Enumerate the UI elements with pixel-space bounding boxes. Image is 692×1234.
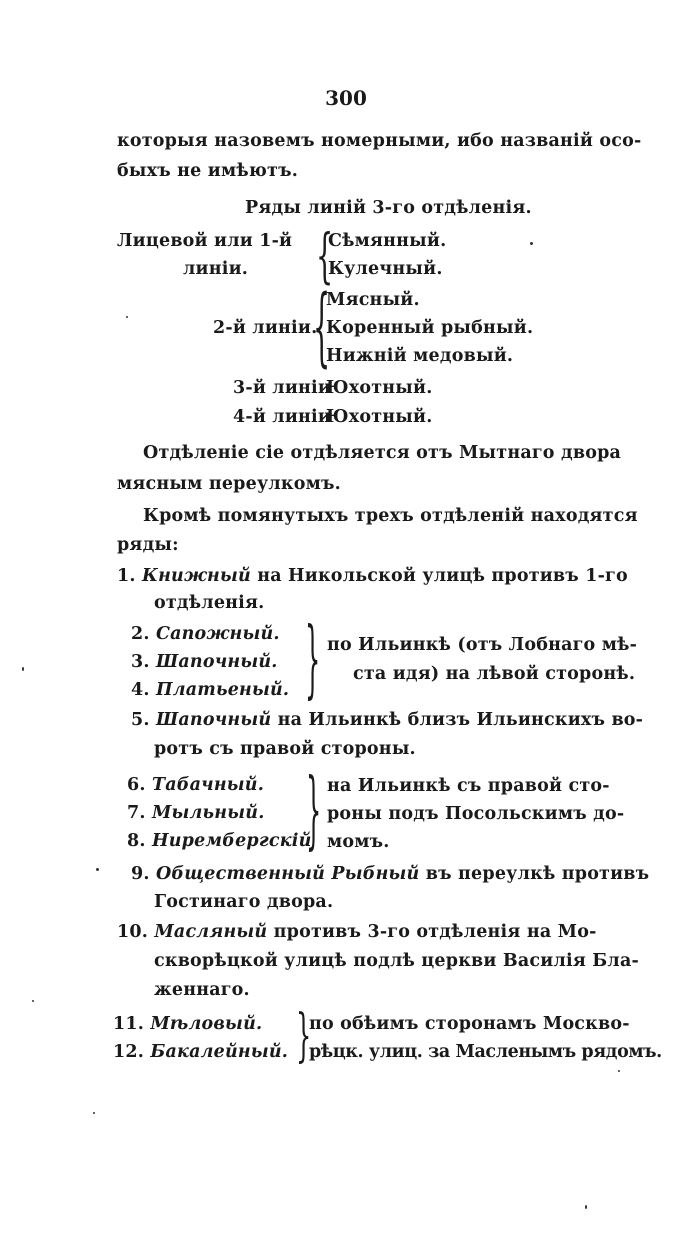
item-continuation: женнаго.: [154, 980, 250, 1000]
second-row: Коренный рыбный.: [326, 318, 534, 338]
item-continuation: ротъ съ правой стороны.: [154, 739, 416, 759]
brace-front: {: [316, 223, 334, 292]
group-3-desc-line-1: по обѣимъ сторонамъ Москво-: [309, 1014, 630, 1034]
third-line-label: 3-й линіи: [233, 378, 332, 398]
list-item: [131, 864, 649, 884]
list-item: [113, 1014, 262, 1034]
item-name: Масляный: [154, 922, 268, 942]
second-row: Нижній медовый.: [326, 346, 514, 366]
list-item: [117, 566, 628, 586]
group-2-desc-line-1: на Ильинкѣ съ правой сто-: [327, 776, 610, 796]
group-2-desc-line-2: роны подъ Посольскимъ до-: [327, 804, 625, 824]
item-name: Мыльный.: [151, 803, 265, 823]
item-name: Мѣловый.: [150, 1014, 263, 1034]
list-item: [127, 831, 312, 851]
item-number: 6.: [127, 775, 146, 795]
item-number: 11.: [113, 1014, 145, 1034]
separation-line-1: Отдѣленіе сіе отдѣляется отъ Мытнаго двора: [143, 443, 622, 463]
page-number: 300: [325, 86, 367, 110]
item-name: Платьеный.: [155, 680, 290, 700]
scan-speck: [126, 316, 128, 318]
scan-speck: [22, 667, 24, 671]
item-name: Нирембергскій: [151, 831, 312, 851]
intro-line-1: которыя назовемъ номерными, ибо названій осо-: [117, 131, 642, 151]
besides-line-1: Кромѣ помянутыхъ трехъ отдѣленій находятся: [143, 506, 638, 526]
item-number: 7.: [127, 803, 146, 823]
brace-group-1: }: [305, 611, 321, 710]
brace-group-2: }: [306, 762, 322, 861]
front-line-label-b: линіи.: [183, 259, 249, 279]
fourth-row: Юхотный.: [326, 407, 433, 427]
group-2-desc-line-3: момъ.: [327, 832, 390, 852]
item-name: Сапожный.: [155, 624, 280, 644]
item-name: Рыбный: [331, 864, 420, 884]
separation-line-2: мясным переулкомъ.: [117, 474, 341, 494]
item-number: 8.: [127, 831, 146, 851]
item-text: на Никольской улицѣ противъ 1-го: [250, 566, 628, 586]
item-number: 9.: [131, 864, 150, 884]
brace-group-3: }: [296, 1003, 312, 1070]
section-heading: Ряды линій 3-го отдѣленія.: [245, 198, 532, 218]
group-3-desc-line-2: рѣцк. улиц. за Масленымъ рядомъ.: [309, 1042, 662, 1062]
scan-speck: [585, 1205, 587, 1209]
item-number: 1.: [117, 566, 136, 586]
group-1-desc-line-2: ста идя) на лѣвой сторонѣ.: [353, 664, 636, 684]
second-row: Мясный.: [326, 290, 420, 310]
intro-line-2: быхъ не имѣютъ.: [117, 161, 298, 181]
list-item: [131, 652, 278, 672]
list-item: [131, 624, 280, 644]
brace-second: {: [313, 278, 331, 379]
item-name: Шапочный: [155, 710, 272, 730]
item-number: 12.: [113, 1042, 145, 1062]
front-line-label-a: Лицевой или 1-й: [117, 231, 293, 251]
item-continuation: скворѣцкой улицѣ подлѣ церкви Василія Бла-: [154, 951, 639, 971]
scan-speck: [93, 1112, 95, 1114]
scan-speck: [96, 868, 99, 871]
scan-speck: [530, 242, 533, 245]
front-row: Кулечный.: [328, 259, 443, 279]
item-number: 4.: [131, 680, 150, 700]
item-continuation: Гостинаго двора.: [154, 892, 334, 912]
item-name: Книжный: [141, 566, 251, 586]
list-item: [127, 775, 264, 795]
third-row: Юхотный.: [326, 378, 433, 398]
item-text: на Ильинкѣ близъ Ильинскихъ во-: [271, 710, 644, 730]
group-1-desc-line-1: по Ильинкѣ (отъ Лобнаго мѣ-: [327, 635, 638, 655]
item-text: противъ 3-го отдѣленія на Мо-: [267, 922, 597, 942]
item-continuation: отдѣленія.: [154, 593, 265, 613]
item-name: Шапочный.: [155, 652, 278, 672]
item-number: 5.: [131, 710, 150, 730]
list-item: [113, 1042, 288, 1062]
item-name: Общественный: [155, 864, 326, 884]
fourth-line-label: 4-й линіи: [233, 407, 332, 427]
list-item: [131, 710, 643, 730]
item-number: 2.: [131, 624, 150, 644]
item-name: Бакалейный.: [150, 1042, 289, 1062]
item-number: 3.: [131, 652, 150, 672]
item-text: въ переулкѣ противъ: [419, 864, 650, 884]
second-line-label: 2-й линіи.: [213, 318, 318, 338]
list-item: [117, 922, 597, 942]
scan-speck: [618, 1070, 620, 1072]
item-name: Табачный.: [151, 775, 264, 795]
list-item: [127, 803, 264, 823]
item-number: 10.: [117, 922, 149, 942]
scan-speck: [32, 1000, 34, 1002]
front-row: Сѣмянный.: [328, 231, 447, 251]
besides-line-2: ряды:: [117, 535, 179, 555]
list-item: [131, 680, 289, 700]
